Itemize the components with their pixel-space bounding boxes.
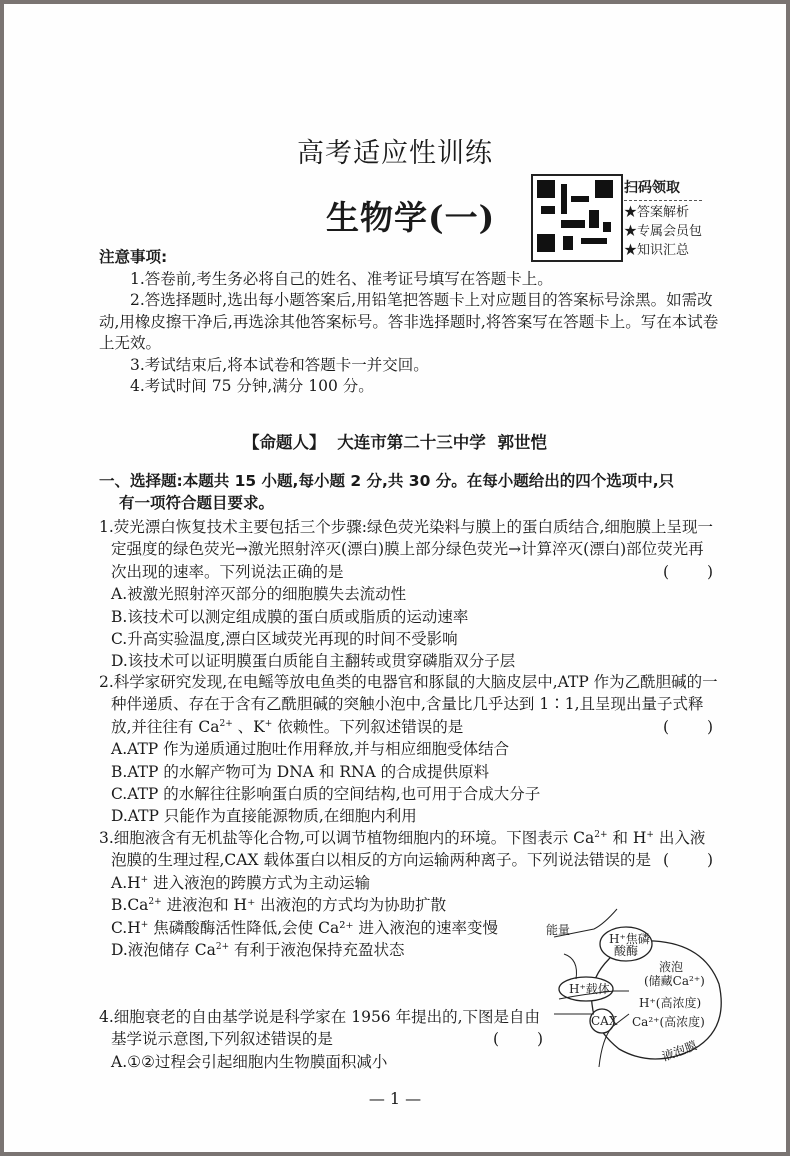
option-c: C.升高实验温度,漂白区域荧光再现的时间不受影响 <box>111 630 458 649</box>
question-stem-text: 1.荧光漂白恢复技术主要包括三个步骤:绿色荧光染料与膜上的蛋白质结合,细胞膜上呈现一定强度的绿色荧光→激光照射淬灭(漂白)膜上部分绿色荧光→计算淬灭(漂白)部位荧光再次出现的速率。下列说法正确的是 <box>99 518 713 581</box>
answer-blank[interactable]: ( ) <box>663 717 714 736</box>
superscript: + <box>646 829 654 840</box>
question-stem-text: 3.细胞液含有无机盐等化合物,可以调节植物细胞内的环境。下图表示 Ca <box>99 829 595 847</box>
option-c: C.ATP 的水解往往影响蛋白质的空间结构,也可用于合成大分子 <box>111 785 541 804</box>
superscript: + <box>264 718 273 729</box>
question-stem <box>99 671 719 738</box>
qr-panel-item: ★专属会员包 <box>624 224 703 239</box>
section-heading <box>99 470 719 514</box>
superscript: 2+ <box>219 718 233 729</box>
label-membrane: 液泡膜 <box>660 1038 699 1064</box>
section-heading-line: 有一项符合题目要求。 <box>119 494 275 512</box>
section-heading-line: 一、选择题:本题共 15 小题,每小题 2 分,共 30 分。在每小题给出的四个选项中,只 <box>99 472 675 490</box>
exam-title: 高考适应性训练 <box>297 138 493 169</box>
notice-item: 3.考试结束后,将本试卷和答题卡一并交回。 <box>130 355 429 374</box>
label-pump: H⁺焦磷 <box>609 932 650 946</box>
exam-page <box>4 4 786 1152</box>
question-2 <box>99 671 719 828</box>
label-energy: 能量 <box>546 923 571 937</box>
answer-blank[interactable]: ( ) <box>663 562 714 581</box>
question-stem-text: 2.科学家研究发现,在电鳐等放电鱼类的电器官和豚鼠的大脑皮层中,ATP 作为乙酰胆碱的一种伴递质、存在于含有乙酰胆碱的突触小泡中,含量比几乎达到 1∶1,且呈现出量子式释放,并往往有 Ca <box>99 673 718 736</box>
question-stem-text: 4.细胞衰老的自由基学说是科学家在 1956 年提出的,下图是自由基学说示意图,下列叙述错误的是 <box>99 1008 541 1049</box>
superscript: 2+ <box>594 829 608 840</box>
qr-panel-item: ★答案解析 <box>624 205 690 220</box>
page-number: — 1 — <box>368 1089 422 1108</box>
qr-panel-heading: 扫码领取 <box>624 179 702 201</box>
question-4 <box>99 1006 549 1073</box>
qr-panel-item: ★知识汇总 <box>624 243 690 258</box>
label-vacuole: (储藏Ca²⁺) <box>644 974 705 988</box>
option-a: A.①②过程会引起细胞内生物膜面积减小 <box>111 1052 388 1071</box>
option-b: B.ATP 的水解产物可为 DNA 和 RNA 的合成提供原料 <box>111 762 490 781</box>
notice-item: 1.答卷前,考生务必将自己的姓名、准考证号填写在答题卡上。 <box>130 269 553 288</box>
question-stem <box>99 827 719 872</box>
option-d: D.液泡储存 $Ca^{2+}$ 有利于液泡保持充盈状态 <box>111 941 405 960</box>
option-d: D.ATP 只能作为直接能源物质,在细胞内利用 <box>111 807 417 826</box>
label-pump: 酸酶 <box>614 944 639 958</box>
label-ca-high: Ca²⁺(高浓度) <box>632 1015 705 1029</box>
question-1 <box>99 516 719 673</box>
option-a: A.被激光照射淬灭部分的细胞膜失去流动性 <box>111 585 407 604</box>
option-b: B.该技术可以测定组成膜的蛋白质或脂质的运动速率 <box>111 607 469 626</box>
question-stem-text: 出入液泡膜的生理过程,CAX 载体蛋白以相反的方向运输两种离子。下列说法错误的是 <box>111 829 706 870</box>
exam-subtitle: 生物学(一) <box>326 198 496 237</box>
vacuole-transport-diagram <box>534 899 734 1069</box>
option-c: C.H+ 焦磷酸酶活性降低,会使 Ca²⁺ 进入液泡的速率变慢 <box>111 918 499 937</box>
question-stem-text: 和 H <box>607 829 647 847</box>
question-stem-text: 、K <box>232 717 265 736</box>
question-stem <box>99 516 719 583</box>
answer-blank[interactable]: ( ) <box>493 1030 544 1049</box>
arrow-energy-in <box>564 954 577 979</box>
answer-blank[interactable]: ( ) <box>663 851 714 870</box>
notice-item: 2.答选择题时,选出每小题答案后,用铅笔把答题卡上对应题目的答案标号涂黑。如需改动,用橡皮擦干净后,再选涂其他答案标号。答非选择题时,将答案写在答题卡上。写在本试卷上无效。 <box>99 291 719 352</box>
option-b: $B.Ca^{2+}$ 进液泡和 H⁺ 出液泡的方式均为协助扩散 <box>111 896 447 915</box>
question-stem <box>99 1006 549 1051</box>
option-a: A.ATP 作为递质通过胞吐作用释放,并与相应细胞受体结合 <box>111 740 510 759</box>
notice-heading: 注意事项: <box>99 248 168 266</box>
label-h-high: H⁺(高浓度) <box>639 996 702 1010</box>
option-a: A.H+ 进入液泡的跨膜方式为主动运输 <box>111 873 371 892</box>
notice-item: 4.考试时间 75 分钟,满分 100 分。 <box>130 377 374 395</box>
label-cax: CAX <box>591 1014 618 1028</box>
label-carrier: H⁺载体 <box>569 982 610 996</box>
label-vacuole: 液泡 <box>659 960 684 974</box>
question-stem-text: 依赖性。下列叙述错误的是 <box>272 717 464 736</box>
option-d: D.该技术可以证明膜蛋白质能自主翻转或贯穿磷脂双分子层 <box>111 652 516 671</box>
author-line: 【命题人】 大连市第二十三中学 郭世恺 <box>243 433 547 452</box>
notice-section <box>99 247 719 398</box>
